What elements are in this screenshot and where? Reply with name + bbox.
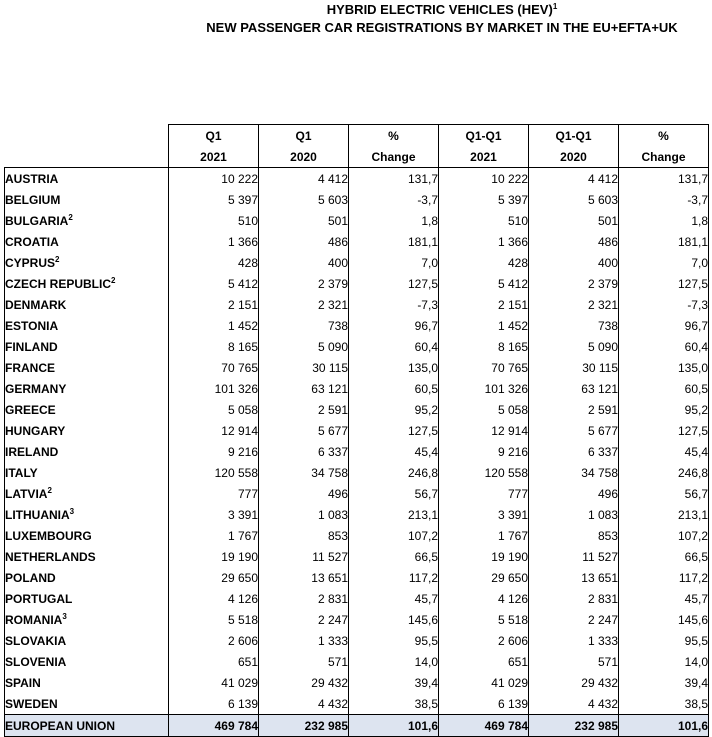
table-cell: 5 412 bbox=[439, 273, 529, 294]
table-cell: 2 831 bbox=[259, 588, 349, 609]
table-cell: 1 767 bbox=[439, 525, 529, 546]
table-cell: 400 bbox=[259, 252, 349, 273]
report-subtitle: NEW PASSENGER CAR REGISTRATIONS BY MARKET IN THE EU+EFTA+UK bbox=[206, 20, 678, 35]
country-label: SLOVENIA bbox=[5, 651, 169, 672]
column-subheader: 2021 bbox=[169, 146, 259, 168]
table-cell: 777 bbox=[439, 483, 529, 504]
table-cell: 2 606 bbox=[439, 630, 529, 651]
table-row bbox=[5, 483, 709, 504]
column-header: Q1-Q1 bbox=[529, 125, 619, 147]
table-cell: 60,4 bbox=[349, 336, 439, 357]
country-label: NETHERLANDS bbox=[5, 546, 169, 567]
table-cell: 1 767 bbox=[169, 525, 259, 546]
country-label: CZECH REPUBLIC$^2$ bbox=[5, 273, 169, 294]
table-cell: 213,1 bbox=[349, 504, 439, 525]
table-row bbox=[5, 336, 709, 357]
table-cell: 4 432 bbox=[259, 693, 349, 715]
table-cell: 7,0 bbox=[349, 252, 439, 273]
country-label: IRELAND bbox=[5, 441, 169, 462]
table-cell: 486 bbox=[259, 231, 349, 252]
table-cell: 5 397 bbox=[169, 189, 259, 210]
table-cell: 3 391 bbox=[169, 504, 259, 525]
table-cell: 501 bbox=[529, 210, 619, 231]
table-row bbox=[5, 609, 709, 630]
table-cell: 400 bbox=[529, 252, 619, 273]
table-cell: 127,5 bbox=[349, 420, 439, 441]
table-cell: 60,5 bbox=[349, 378, 439, 399]
table-cell: 101 326 bbox=[169, 378, 259, 399]
registrations-table bbox=[4, 124, 709, 737]
table-cell: 38,5 bbox=[349, 693, 439, 715]
table-cell: 10 222 bbox=[439, 168, 529, 190]
table-cell: 1,8 bbox=[619, 210, 709, 231]
country-label: DENMARK bbox=[5, 294, 169, 315]
table-cell: 2 379 bbox=[529, 273, 619, 294]
table-cell: 181,1 bbox=[349, 231, 439, 252]
table-cell: 41 029 bbox=[439, 672, 529, 693]
total-cell: 232 985 bbox=[529, 715, 619, 737]
table-cell: 19 190 bbox=[439, 546, 529, 567]
country-label: BULGARIA$^2$ bbox=[5, 210, 169, 231]
table-cell: 738 bbox=[529, 315, 619, 336]
table-cell: 41 029 bbox=[169, 672, 259, 693]
table-cell: 6 337 bbox=[529, 441, 619, 462]
table-cell: 1 333 bbox=[259, 630, 349, 651]
table-cell: 95,5 bbox=[349, 630, 439, 651]
table-cell: 13 651 bbox=[259, 567, 349, 588]
country-label: PORTUGAL bbox=[5, 588, 169, 609]
table-row bbox=[5, 588, 709, 609]
column-header: Q1-Q1 bbox=[439, 125, 529, 147]
total-label: EUROPEAN UNION bbox=[5, 715, 169, 737]
table-cell: 5 397 bbox=[439, 189, 529, 210]
column-subheader: Change bbox=[619, 146, 709, 168]
table-cell: 5 058 bbox=[169, 399, 259, 420]
table-row bbox=[5, 462, 709, 483]
table-cell: 2 591 bbox=[529, 399, 619, 420]
column-header: Q1 bbox=[259, 125, 349, 147]
table-cell: 1,8 bbox=[349, 210, 439, 231]
table-cell: 777 bbox=[169, 483, 259, 504]
table-cell: 4 432 bbox=[529, 693, 619, 715]
table-cell: 428 bbox=[439, 252, 529, 273]
table-cell: 853 bbox=[259, 525, 349, 546]
table-cell: 101 326 bbox=[439, 378, 529, 399]
table-cell: 131,7 bbox=[619, 168, 709, 190]
table-cell: 6 337 bbox=[259, 441, 349, 462]
table-cell: 9 216 bbox=[169, 441, 259, 462]
table-row bbox=[5, 399, 709, 420]
table-cell: 428 bbox=[169, 252, 259, 273]
table-cell: 127,5 bbox=[349, 273, 439, 294]
table-row bbox=[5, 210, 709, 231]
table-cell: 4 126 bbox=[439, 588, 529, 609]
country-label: ITALY bbox=[5, 462, 169, 483]
table-row bbox=[5, 315, 709, 336]
table-cell: 120 558 bbox=[169, 462, 259, 483]
table-row bbox=[5, 546, 709, 567]
table-cell: 34 758 bbox=[259, 462, 349, 483]
country-label: HUNGARY bbox=[5, 420, 169, 441]
table-cell: 2 151 bbox=[169, 294, 259, 315]
table-cell: 12 914 bbox=[439, 420, 529, 441]
table-cell: 4 412 bbox=[259, 168, 349, 190]
table-cell: 66,5 bbox=[349, 546, 439, 567]
table-cell: 2 606 bbox=[169, 630, 259, 651]
table-cell: 127,5 bbox=[619, 273, 709, 294]
total-cell: 101,6 bbox=[349, 715, 439, 737]
table-cell: 19 190 bbox=[169, 546, 259, 567]
header-corner bbox=[5, 125, 169, 147]
table-cell: 145,6 bbox=[619, 609, 709, 630]
table-row bbox=[5, 567, 709, 588]
table-cell: 45,4 bbox=[619, 441, 709, 462]
table-row bbox=[5, 357, 709, 378]
table-cell: 96,7 bbox=[619, 315, 709, 336]
table-cell: -7,3 bbox=[619, 294, 709, 315]
table-cell: -7,3 bbox=[349, 294, 439, 315]
table-cell: 738 bbox=[259, 315, 349, 336]
table-cell: 2 831 bbox=[529, 588, 619, 609]
country-label: LUXEMBOURG bbox=[5, 525, 169, 546]
table-cell: 5 677 bbox=[529, 420, 619, 441]
table-cell: 56,7 bbox=[619, 483, 709, 504]
table-cell: 496 bbox=[529, 483, 619, 504]
total-row bbox=[5, 715, 709, 737]
column-header: Q1 bbox=[169, 125, 259, 147]
table-cell: 107,2 bbox=[619, 525, 709, 546]
table-row bbox=[5, 189, 709, 210]
header-corner bbox=[5, 146, 169, 168]
table-cell: 135,0 bbox=[349, 357, 439, 378]
table-row bbox=[5, 441, 709, 462]
country-label: FRANCE bbox=[5, 357, 169, 378]
country-label: SWEDEN bbox=[5, 693, 169, 715]
column-subheader: 2020 bbox=[259, 146, 349, 168]
table-cell: 571 bbox=[529, 651, 619, 672]
country-label: SPAIN bbox=[5, 672, 169, 693]
table-cell: -3,7 bbox=[619, 189, 709, 210]
table-cell: 5 603 bbox=[529, 189, 619, 210]
table-cell: 496 bbox=[259, 483, 349, 504]
table-cell: 70 765 bbox=[439, 357, 529, 378]
column-header: % bbox=[619, 125, 709, 147]
table-cell: 5 518 bbox=[439, 609, 529, 630]
country-label: FINLAND bbox=[5, 336, 169, 357]
table-row bbox=[5, 168, 709, 190]
table-cell: 63 121 bbox=[259, 378, 349, 399]
table-cell: 213,1 bbox=[619, 504, 709, 525]
table-cell: 3 391 bbox=[439, 504, 529, 525]
table-cell: 7,0 bbox=[619, 252, 709, 273]
table-cell: 5 603 bbox=[259, 189, 349, 210]
total-cell: 469 784 bbox=[439, 715, 529, 737]
table-cell: 95,2 bbox=[349, 399, 439, 420]
table-row bbox=[5, 672, 709, 693]
table-cell: 56,7 bbox=[349, 483, 439, 504]
table-cell: 127,5 bbox=[619, 420, 709, 441]
country-label: AUSTRIA bbox=[5, 168, 169, 190]
table-cell: 1 366 bbox=[439, 231, 529, 252]
table-cell: 1 333 bbox=[529, 630, 619, 651]
table-cell: 2 247 bbox=[529, 609, 619, 630]
table-cell: 2 321 bbox=[529, 294, 619, 315]
table-row bbox=[5, 273, 709, 294]
table-cell: 39,4 bbox=[619, 672, 709, 693]
table-cell: 651 bbox=[169, 651, 259, 672]
table-row bbox=[5, 378, 709, 399]
table-cell: 1 452 bbox=[169, 315, 259, 336]
column-subheader: 2020 bbox=[529, 146, 619, 168]
table-cell: 8 165 bbox=[169, 336, 259, 357]
table-cell: 45,4 bbox=[349, 441, 439, 462]
table-cell: 29 650 bbox=[169, 567, 259, 588]
table-cell: 95,5 bbox=[619, 630, 709, 651]
table-cell: 29 432 bbox=[259, 672, 349, 693]
table-cell: 30 115 bbox=[259, 357, 349, 378]
table-row bbox=[5, 504, 709, 525]
table-cell: 60,4 bbox=[619, 336, 709, 357]
country-label: GERMANY bbox=[5, 378, 169, 399]
country-label: CYPRUS$^2$ bbox=[5, 252, 169, 273]
table-cell: 2 591 bbox=[259, 399, 349, 420]
country-label: GREECE bbox=[5, 399, 169, 420]
country-label: LITHUANIA$^3$ bbox=[5, 504, 169, 525]
table-row bbox=[5, 525, 709, 546]
country-label: CROATIA bbox=[5, 231, 169, 252]
total-cell: 232 985 bbox=[259, 715, 349, 737]
table-row bbox=[5, 231, 709, 252]
column-header: % bbox=[349, 125, 439, 147]
header-row-2 bbox=[5, 146, 709, 168]
table-cell: 10 222 bbox=[169, 168, 259, 190]
table-cell: 120 558 bbox=[439, 462, 529, 483]
table-cell: 145,6 bbox=[349, 609, 439, 630]
table-cell: 29 432 bbox=[529, 672, 619, 693]
table-cell: 135,0 bbox=[619, 357, 709, 378]
report-title: HYBRID ELECTRIC VEHICLES (HEV)$^1$ bbox=[326, 2, 558, 17]
table-row bbox=[5, 693, 709, 715]
table-cell: 2 321 bbox=[259, 294, 349, 315]
table-cell: 9 216 bbox=[439, 441, 529, 462]
table-cell: 39,4 bbox=[349, 672, 439, 693]
table-cell: 2 151 bbox=[439, 294, 529, 315]
table-cell: 510 bbox=[169, 210, 259, 231]
table-cell: 2 247 bbox=[259, 609, 349, 630]
table-cell: 486 bbox=[529, 231, 619, 252]
column-subheader: Change bbox=[349, 146, 439, 168]
country-label: BELGIUM bbox=[5, 189, 169, 210]
table-cell: 11 527 bbox=[529, 546, 619, 567]
table-cell: 6 139 bbox=[439, 693, 529, 715]
table-cell: 5 090 bbox=[259, 336, 349, 357]
table-cell: 117,2 bbox=[619, 567, 709, 588]
table-row bbox=[5, 630, 709, 651]
table-cell: 501 bbox=[259, 210, 349, 231]
total-cell: 469 784 bbox=[169, 715, 259, 737]
country-label: POLAND bbox=[5, 567, 169, 588]
table-cell: 4 126 bbox=[169, 588, 259, 609]
table-cell: -3,7 bbox=[349, 189, 439, 210]
country-label: SLOVAKIA bbox=[5, 630, 169, 651]
table-row bbox=[5, 651, 709, 672]
country-label: LATVIA$^2$ bbox=[5, 483, 169, 504]
table-cell: 5 058 bbox=[439, 399, 529, 420]
table-row bbox=[5, 420, 709, 441]
table-cell: 5 677 bbox=[259, 420, 349, 441]
table-cell: 5 090 bbox=[529, 336, 619, 357]
table-cell: 1 083 bbox=[529, 504, 619, 525]
table-cell: 12 914 bbox=[169, 420, 259, 441]
table-cell: 13 651 bbox=[529, 567, 619, 588]
table-cell: 95,2 bbox=[619, 399, 709, 420]
table-cell: 131,7 bbox=[349, 168, 439, 190]
table-cell: 181,1 bbox=[619, 231, 709, 252]
table-cell: 14,0 bbox=[619, 651, 709, 672]
table-cell: 60,5 bbox=[619, 378, 709, 399]
table-cell: 1 083 bbox=[259, 504, 349, 525]
table-cell: 38,5 bbox=[619, 693, 709, 715]
table-cell: 70 765 bbox=[169, 357, 259, 378]
table-cell: 1 366 bbox=[169, 231, 259, 252]
table-cell: 96,7 bbox=[349, 315, 439, 336]
total-cell: 101,6 bbox=[619, 715, 709, 737]
table-cell: 29 650 bbox=[439, 567, 529, 588]
country-label: ROMANIA$^3$ bbox=[5, 609, 169, 630]
table-cell: 4 412 bbox=[529, 168, 619, 190]
table-cell: 45,7 bbox=[619, 588, 709, 609]
column-subheader: 2021 bbox=[439, 146, 529, 168]
table-cell: 66,5 bbox=[619, 546, 709, 567]
table-cell: 510 bbox=[439, 210, 529, 231]
table-cell: 11 527 bbox=[259, 546, 349, 567]
table-cell: 30 115 bbox=[529, 357, 619, 378]
table-cell: 14,0 bbox=[349, 651, 439, 672]
table-cell: 45,7 bbox=[349, 588, 439, 609]
country-label: ESTONIA bbox=[5, 315, 169, 336]
table-cell: 246,8 bbox=[349, 462, 439, 483]
table-cell: 5 412 bbox=[169, 273, 259, 294]
table-cell: 117,2 bbox=[349, 567, 439, 588]
table-cell: 34 758 bbox=[529, 462, 619, 483]
table-cell: 2 379 bbox=[259, 273, 349, 294]
table-cell: 8 165 bbox=[439, 336, 529, 357]
table-cell: 651 bbox=[439, 651, 529, 672]
table-row bbox=[5, 294, 709, 315]
table-cell: 1 452 bbox=[439, 315, 529, 336]
table-cell: 6 139 bbox=[169, 693, 259, 715]
table-cell: 246,8 bbox=[619, 462, 709, 483]
table-cell: 5 518 bbox=[169, 609, 259, 630]
table-cell: 571 bbox=[259, 651, 349, 672]
table-cell: 107,2 bbox=[349, 525, 439, 546]
header-row-1 bbox=[5, 125, 709, 147]
table-cell: 853 bbox=[529, 525, 619, 546]
table-cell: 63 121 bbox=[529, 378, 619, 399]
table-row bbox=[5, 252, 709, 273]
